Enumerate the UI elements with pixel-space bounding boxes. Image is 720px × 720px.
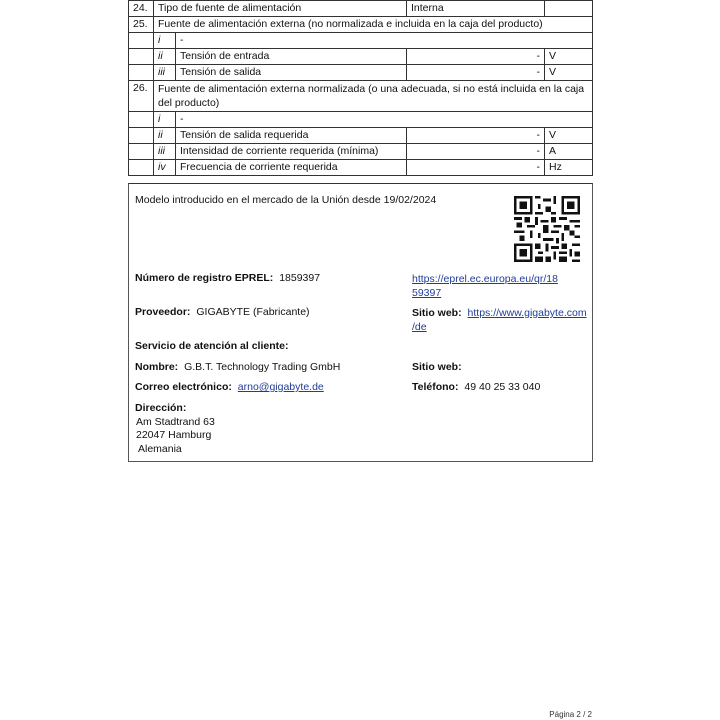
- supplier-row: [135, 306, 310, 318]
- row-label: Fuente de alimentación externa (no normalizada e incluida en la caja del producto): [154, 17, 593, 33]
- sub-value: -: [407, 160, 545, 176]
- sub-unit: V: [545, 49, 593, 65]
- phone-row: [412, 381, 540, 393]
- sub-value: -: [407, 144, 545, 160]
- row-number: 26.: [129, 81, 154, 112]
- email-row: [135, 381, 324, 393]
- supplier-value: GIGABYTE (Fabricante): [196, 306, 310, 318]
- contact-name-row: [135, 361, 340, 373]
- contact-name-value: G.B.T. Technology Trading GmbH: [184, 361, 341, 373]
- supplier-label: Proveedor:: [135, 306, 191, 318]
- eprel-url-link-cont[interactable]: 59397: [412, 287, 442, 299]
- address-city: 22047 Hamburg: [136, 429, 212, 441]
- sub-value: -: [407, 49, 545, 65]
- sub-label: -: [176, 33, 593, 49]
- email-label: Correo electrónico:: [135, 381, 232, 393]
- sub-index: iv: [154, 160, 176, 176]
- eprel-label: Número de registro EPREL:: [135, 272, 274, 284]
- row-number: 25.: [129, 17, 154, 33]
- table-row: [129, 33, 593, 49]
- row-number: 24.: [129, 1, 154, 17]
- table-row: [129, 160, 593, 176]
- website-label: Sitio web:: [412, 307, 462, 319]
- table-row: [129, 49, 593, 65]
- row-number: [129, 128, 154, 144]
- sub-label: Tensión de salida requerida: [176, 128, 407, 144]
- table-row: [129, 144, 593, 160]
- eprel-row: [135, 272, 320, 284]
- website-link-cont[interactable]: /de: [412, 321, 427, 333]
- contact-name-label: Nombre:: [135, 361, 179, 373]
- row-label: Tipo de fuente de alimentación: [154, 1, 407, 17]
- sub-label: Frecuencia de corriente requerida: [176, 160, 407, 176]
- sub-unit: A: [545, 144, 593, 160]
- sub-label: Intensidad de corriente requerida (mínima): [176, 144, 407, 160]
- email-link[interactable]: arno@gigabyte.de: [237, 381, 324, 393]
- row-number: [129, 49, 154, 65]
- market-intro-text: Modelo introducido en el mercado de la Unión desde 19/02/2024: [135, 194, 437, 206]
- address-label: Dirección:: [135, 402, 187, 414]
- sub-index: i: [154, 112, 176, 128]
- website-link[interactable]: https://www.gigabyte.com: [467, 307, 587, 319]
- sub-value: -: [407, 128, 545, 144]
- table-row: [129, 1, 593, 17]
- eprel-number: 1859397: [279, 272, 321, 284]
- phone-label: Teléfono:: [412, 381, 459, 393]
- row-number: [129, 33, 154, 49]
- sub-index: iii: [154, 65, 176, 81]
- row-value: Interna: [407, 1, 545, 17]
- qr-code-icon[interactable]: [514, 196, 580, 262]
- table-row: [129, 128, 593, 144]
- sub-label: -: [176, 112, 593, 128]
- table-row: [129, 17, 593, 33]
- eprel-url-link[interactable]: https://eprel.ec.europa.eu/qr/18: [412, 273, 558, 285]
- sub-value: -: [407, 65, 545, 81]
- row-number: [129, 65, 154, 81]
- sub-label: Tensión de salida: [176, 65, 407, 81]
- address-street: Am Stadtrand 63: [136, 415, 215, 428]
- table-row: [129, 81, 593, 112]
- row-number: [129, 144, 154, 160]
- eprel-url: [412, 272, 558, 300]
- row-number: [129, 160, 154, 176]
- service-website-label: Sitio web:: [412, 361, 462, 373]
- spec-table: [128, 0, 593, 176]
- address-block: [135, 402, 215, 456]
- sub-index: iii: [154, 144, 176, 160]
- product-info-box: [128, 183, 593, 462]
- address-country: Alemania: [138, 442, 182, 455]
- row-unit: [545, 1, 593, 17]
- row-label: Fuente de alimentación externa normalizada (o una adecuada, si no está incluida en la caja del producto): [154, 81, 593, 112]
- sub-index: ii: [154, 49, 176, 65]
- sub-index: i: [154, 33, 176, 49]
- website-row: [412, 306, 587, 334]
- sub-unit: V: [545, 128, 593, 144]
- table-row: [129, 65, 593, 81]
- page-number: Página 2 / 2: [549, 710, 592, 719]
- phone-value: 49 40 25 33 040: [464, 381, 541, 393]
- row-number: [129, 112, 154, 128]
- sub-unit: Hz: [545, 160, 593, 176]
- sub-unit: V: [545, 65, 593, 81]
- table-row: [129, 112, 593, 128]
- sub-label: Tensión de entrada: [176, 49, 407, 65]
- sub-index: ii: [154, 128, 176, 144]
- customer-service-heading: Servicio de atención al cliente:: [135, 340, 289, 352]
